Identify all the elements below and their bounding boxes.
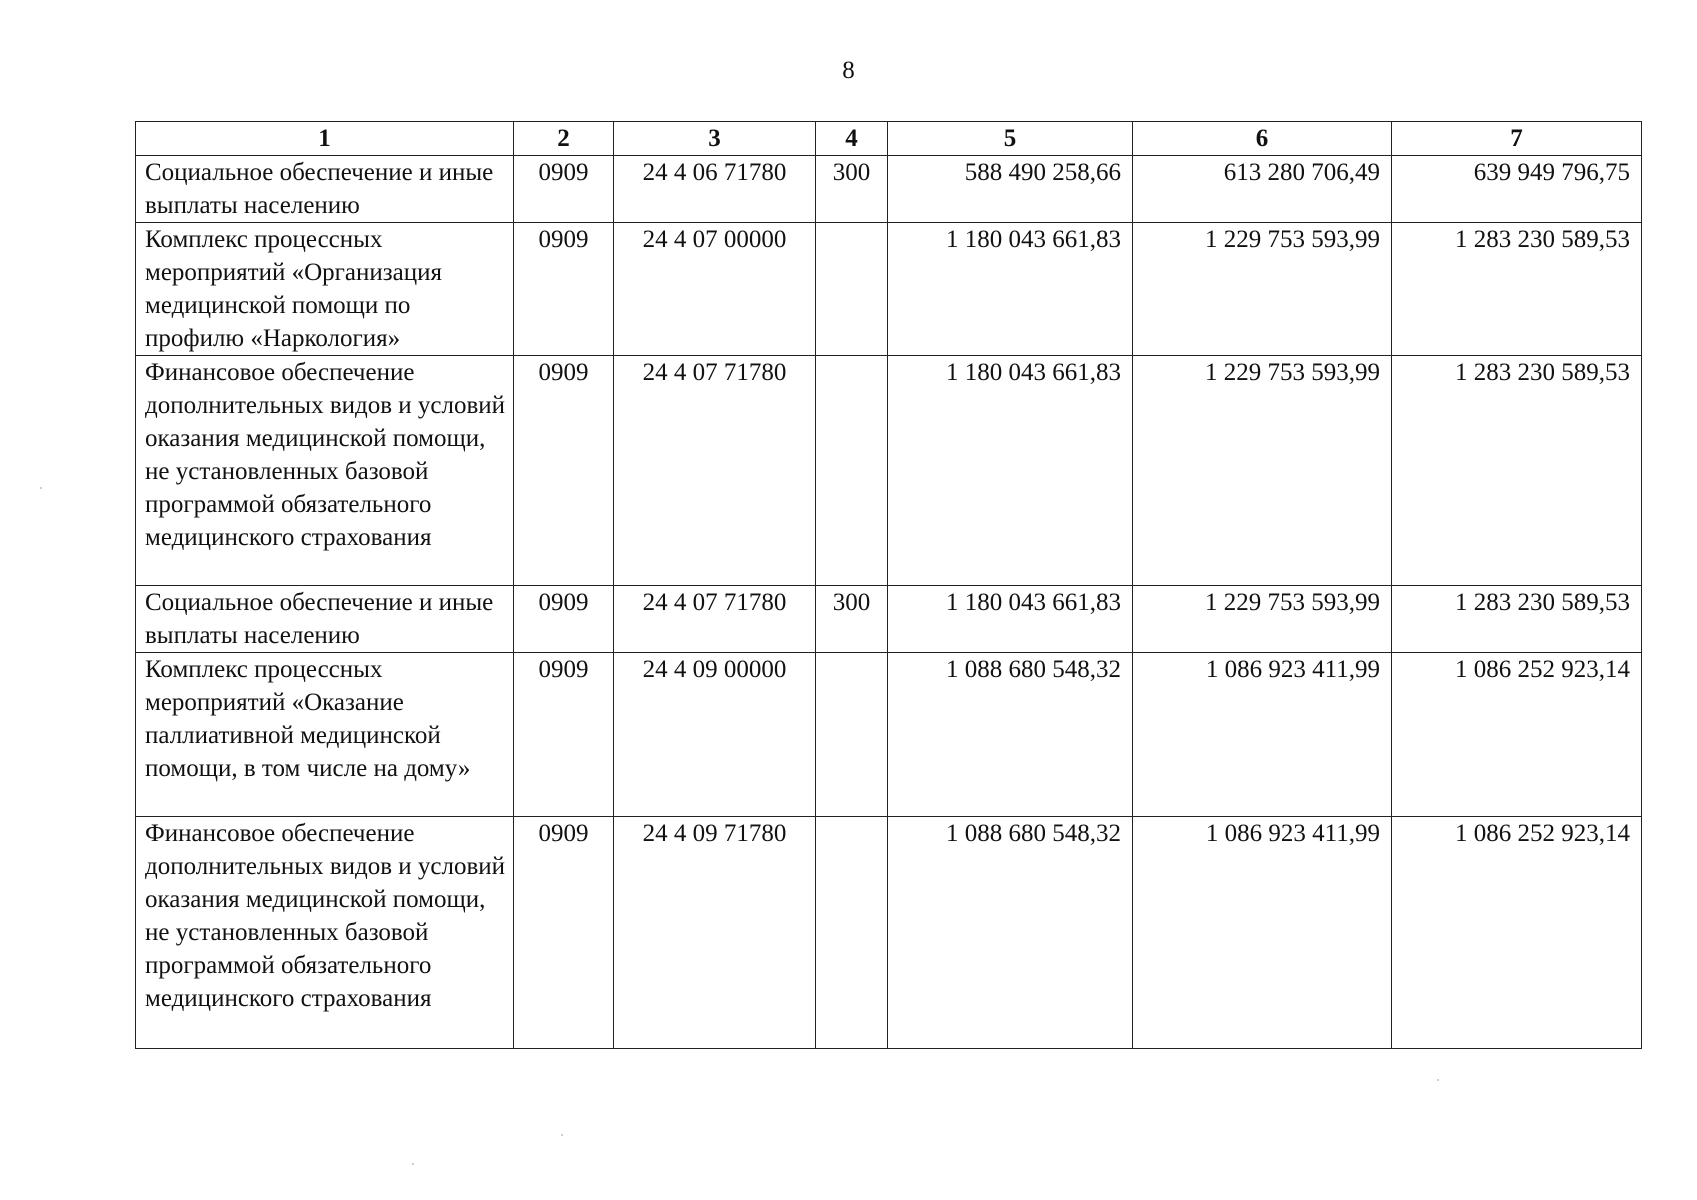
row-year2-amount: 1 229 753 593,99: [1133, 586, 1392, 653]
header-col-5: 5: [888, 122, 1133, 156]
row-year2-amount: 613 280 706,49: [1133, 156, 1392, 223]
table-row: [136, 356, 1642, 586]
row-section: 0909: [514, 653, 614, 817]
row-year3-amount: 1 086 252 923,14: [1392, 653, 1642, 817]
row-section: 0909: [514, 223, 614, 356]
row-section: 0909: [514, 156, 614, 223]
row-year1-amount: 1 180 043 661,83: [888, 356, 1133, 586]
row-name: Финансовое обеспечение дополнительных видов и условий оказания медицинской помощи, не установленных базовой программой обязательного медицинского страхования: [136, 356, 514, 586]
page-number: 8: [842, 57, 855, 84]
row-year2-amount: 1 086 923 411,99: [1133, 817, 1392, 1049]
row-year3-amount: 1 086 252 923,14: [1392, 817, 1642, 1049]
row-name: Социальное обеспечение и иные выплаты населению: [136, 156, 514, 223]
header-col-6: 6: [1133, 122, 1392, 156]
row-target-article: 24 4 09 71780: [614, 817, 816, 1049]
budget-table: [135, 121, 1642, 1049]
row-year2-amount: 1 229 753 593,99: [1133, 356, 1392, 586]
row-expense-type: [816, 653, 888, 817]
header-col-4: 4: [816, 122, 888, 156]
header-col-1: 1: [136, 122, 514, 156]
row-year1-amount: 1 088 680 548,32: [888, 817, 1133, 1049]
row-year2-amount: 1 086 923 411,99: [1133, 653, 1392, 817]
row-target-article: 24 4 09 00000: [614, 653, 816, 817]
row-year1-amount: 1 180 043 661,83: [888, 586, 1133, 653]
scan-speck: [40, 487, 42, 489]
row-expense-type: [816, 223, 888, 356]
row-name: Финансовое обеспечение дополнительных видов и условий оказания медицинской помощи, не установленных базовой программой обязательного медицинского страхования: [136, 817, 514, 1049]
row-year1-amount: 588 490 258,66: [888, 156, 1133, 223]
table-row: [136, 156, 1642, 223]
row-year3-amount: 1 283 230 589,53: [1392, 586, 1642, 653]
row-year2-amount: 1 229 753 593,99: [1133, 223, 1392, 356]
table-row: [136, 817, 1642, 1049]
row-target-article: 24 4 06 71780: [614, 156, 816, 223]
row-expense-type: [816, 817, 888, 1049]
row-target-article: 24 4 07 71780: [614, 356, 816, 586]
header-col-7: 7: [1392, 122, 1642, 156]
row-expense-type: [816, 356, 888, 586]
row-year3-amount: 1 283 230 589,53: [1392, 356, 1642, 586]
row-section: 0909: [514, 817, 614, 1049]
row-section: 0909: [514, 586, 614, 653]
table-row: [136, 223, 1642, 356]
row-expense-type: 300: [816, 586, 888, 653]
row-name: Комплекс процессных мероприятий «Оказание паллиативной медицинской помощи, в том числе на дому»: [136, 653, 514, 817]
row-year3-amount: 1 283 230 589,53: [1392, 223, 1642, 356]
scan-speck: [1437, 1079, 1439, 1081]
scan-speck: [561, 1134, 563, 1136]
header-col-2: 2: [514, 122, 614, 156]
row-target-article: 24 4 07 00000: [614, 223, 816, 356]
table-row: [136, 586, 1642, 653]
row-year1-amount: 1 088 680 548,32: [888, 653, 1133, 817]
header-col-3: 3: [614, 122, 816, 156]
scan-speck: [412, 1163, 414, 1165]
row-section: 0909: [514, 356, 614, 586]
row-year1-amount: 1 180 043 661,83: [888, 223, 1133, 356]
header-row: [136, 122, 1642, 156]
row-expense-type: 300: [816, 156, 888, 223]
row-name: Социальное обеспечение и иные выплаты населению: [136, 586, 514, 653]
row-year3-amount: 639 949 796,75: [1392, 156, 1642, 223]
row-target-article: 24 4 07 71780: [614, 586, 816, 653]
table-row: [136, 653, 1642, 817]
row-name: Комплекс процессных мероприятий «Организация медицинской помощи по профилю «Наркология»: [136, 223, 514, 356]
